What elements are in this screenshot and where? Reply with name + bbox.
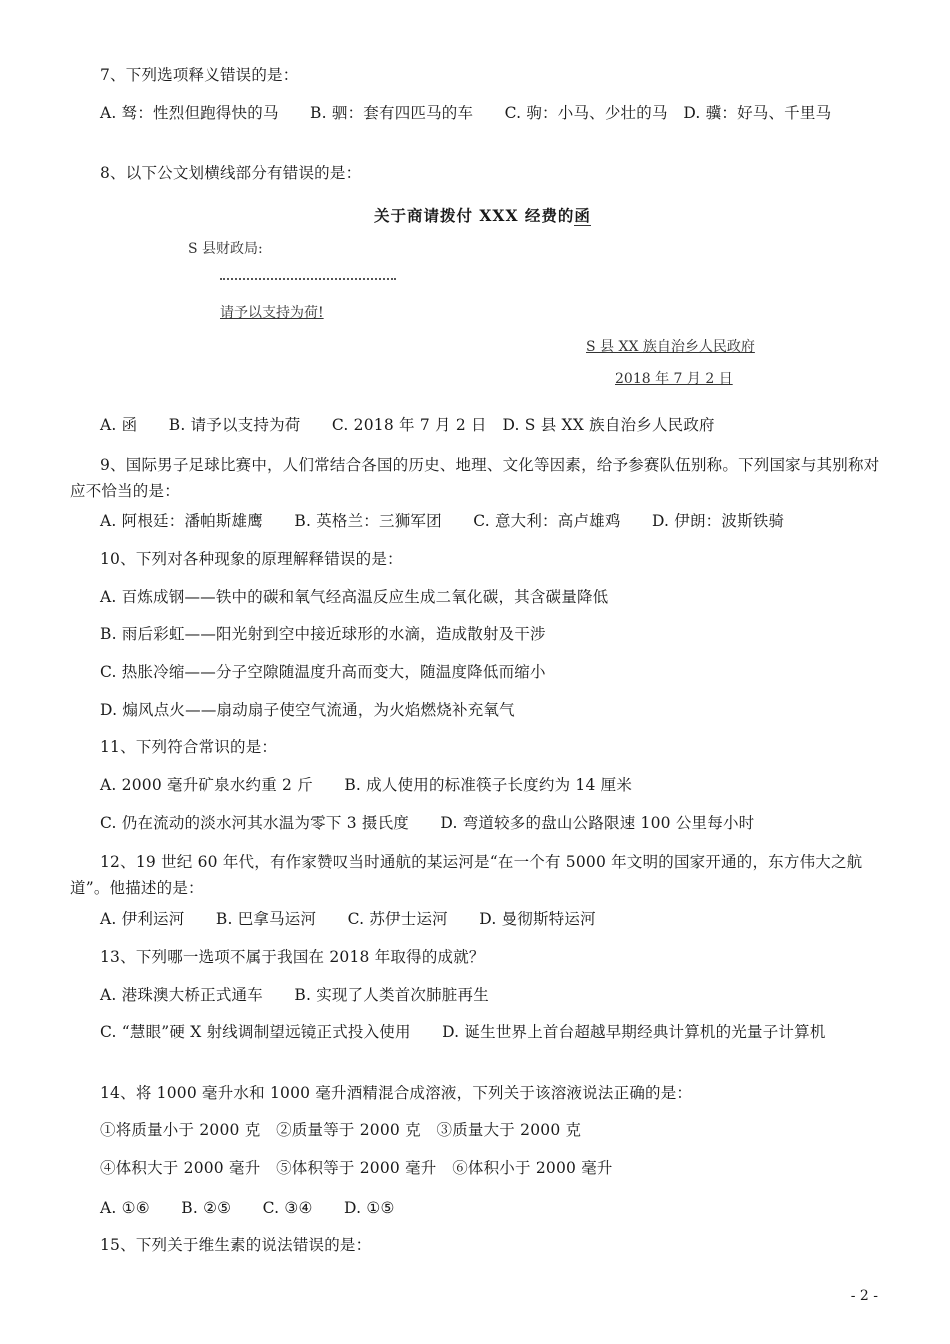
official-letter-addressee: S 县财政局:	[188, 241, 263, 257]
official-letter-date: 2018 年 7 月 2 日	[615, 371, 733, 387]
question-8-stem: 8、以下公文划横线部分有错误的是：	[100, 164, 362, 182]
question-11-options-cd: C. 仍在流动的淡水河其水温为零下 3 摄氏度 D. 弯道较多的盘山公路限速 100 公里每小时	[100, 814, 755, 832]
official-letter-title-underlined: 函	[574, 206, 591, 225]
question-13-stem: 13、下列哪一选项不属于我国在 2018 年取得的成就？	[100, 948, 485, 966]
question-13-options-cd: C. “慧眼”硬 X 射线调制望远镜正式投入使用 D. 诞生世界上首台超越早期经典计算机的光量子计算机	[100, 1023, 826, 1041]
question-12-stem: 12、19 世纪 60 年代，有作家赞叹当时通航的某运河是“在一个有 5000 年文明的国家开通的，东方伟大之航道”。他描述的是：	[70, 853, 863, 897]
official-letter-title-main: 关于商请拨付 XXX 经费的	[374, 206, 575, 225]
question-10-option-b: B. 雨后彩虹——阳光射到空中接近球形的水滴，造成散射及干涉	[100, 625, 546, 643]
question-14-statements-1: ①将质量小于 2000 克 ②质量等于 2000 克 ③质量大于 2000 克	[100, 1121, 582, 1139]
question-14-statements-2: ④体积大于 2000 毫升 ⑤体积等于 2000 毫升 ⑥体积小于 2000 毫升	[100, 1159, 613, 1177]
question-13-options-ab: A. 港珠澳大桥正式通车 B. 实现了人类首次肺脏再生	[100, 986, 489, 1004]
page-number: - 2 -	[850, 1288, 878, 1304]
question-11-stem: 11、下列符合常识的是：	[100, 738, 278, 756]
question-14-options: A. ①⑥ B. ②⑤ C. ③④ D. ①⑤	[100, 1199, 395, 1217]
question-10-option-d: D. 煽风点火——扇动扇子使空气流通，为火焰燃烧补充氧气	[100, 701, 515, 719]
official-letter-body-dots	[220, 278, 396, 280]
question-8-options: A. 函 B. 请予以支持为荷 C. 2018 年 7 月 2 日 D. S 县 XX 族自治乡人民政府	[100, 416, 715, 434]
question-7-stem: 7、下列选项释义错误的是：	[100, 66, 299, 84]
question-7-options: A. 驽：性烈但跑得快的马 B. 驷：套有四匹马的车 C. 驹：小马、少壮的马 D. 骥：好马、千里马	[100, 104, 832, 122]
question-10-option-a: A. 百炼成钢——铁中的碳和氧气经高温反应生成二氧化碳，其含碳量降低	[100, 588, 609, 606]
official-letter-closing: 请予以支持为荷!	[220, 305, 324, 321]
official-letter-signature: S 县 XX 族自治乡人民政府	[586, 339, 755, 355]
question-10-option-c: C. 热胀冷缩——分子空隙随温度升高而变大，随温度降低而缩小	[100, 663, 546, 681]
question-9-stem: 9、国际男子足球比赛中，人们常结合各国的历史、地理、文化等因素，给予参赛队伍别称。下列国家与其别称对应不恰当的是：	[70, 456, 880, 500]
official-letter-title	[374, 204, 591, 226]
question-15-stem: 15、下列关于维生素的说法错误的是：	[100, 1236, 372, 1254]
question-10-stem: 10、下列对各种现象的原理解释错误的是：	[100, 550, 403, 568]
question-11-options-ab: A. 2000 毫升矿泉水约重 2 斤 B. 成人使用的标准筷子长度约为 14 厘米	[100, 776, 633, 794]
question-14-stem: 14、将 1000 毫升水和 1000 毫升酒精混合成溶液，下列关于该溶液说法正确的是：	[100, 1084, 693, 1102]
question-9-options: A. 阿根廷：潘帕斯雄鹰 B. 英格兰：三狮军团 C. 意大利：高卢雄鸡 D. 伊朗：波斯铁骑	[100, 512, 785, 530]
question-12-options: A. 伊利运河 B. 巴拿马运河 C. 苏伊士运河 D. 曼彻斯特运河	[100, 910, 596, 928]
